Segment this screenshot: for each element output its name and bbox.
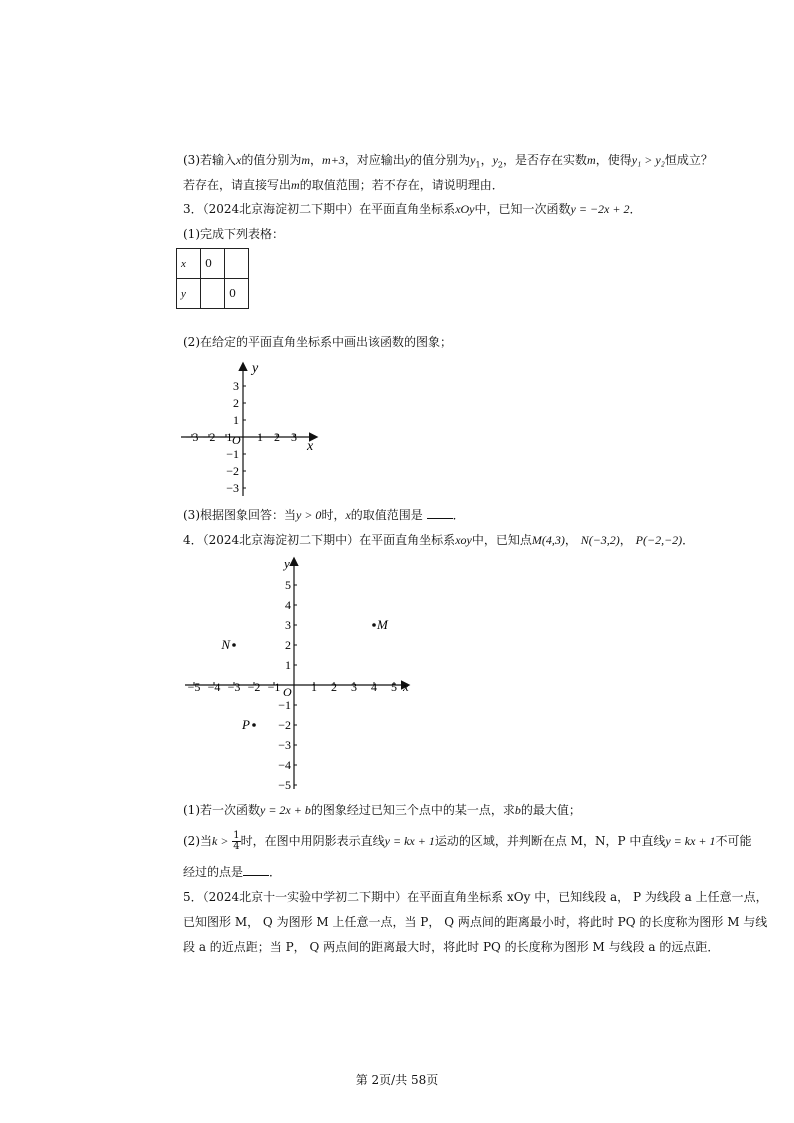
q2-part3-line1: (3)若输入x的值分别为m，m+3，对应输出y的值分别为$y_1$，$y_2$，是否存在实数m，使得y₁ > y₂恒成立？ [183, 153, 713, 170]
point-p-dot [252, 723, 256, 727]
table-cell: y [177, 279, 201, 309]
x-tick-label: 3 [351, 680, 357, 694]
x-tick-label: 3 [291, 430, 297, 444]
q4-part2-line1: (2)当k > $\frac{1}{4}$ 时，在图中用阴影表示直线y = kx + 1运动的区域，并判断在点 M，N，P 中直线y = kx + 1不可能 [183, 830, 752, 852]
q3-part1: (1)完成下列表格： [183, 227, 284, 241]
point-m-label: M [377, 617, 388, 632]
q3-header: 3．（2024北京海淀初二下期中）在平面直角坐标系xOy中，已知一次函数y = −2x + 2． [183, 202, 642, 216]
fraction: $\frac{1}{4}$ [233, 830, 240, 852]
y-tick-label: −1 [226, 447, 239, 461]
y-tick-label: 1 [285, 658, 291, 672]
q5-line1: 5．（2024北京十一实验中学初二下期中）在平面直角坐标系 xOy 中，已知线段 a， P 为线段 a 上任意一点， [183, 890, 768, 904]
table-row [177, 279, 249, 309]
q4-part1: (1)若一次函数y = 2x + b的图象经过已知三个点中的某一点，求b的最大值； [183, 803, 581, 817]
y-tick-label: 5 [285, 578, 291, 592]
table-cell: x [177, 249, 201, 279]
table-row [177, 249, 249, 279]
x-tick-label: 1 [311, 680, 317, 694]
x-tick-label: 2 [274, 430, 280, 444]
y-tick-label: 2 [233, 396, 239, 410]
x-axis-label: x [403, 679, 409, 694]
q3-value-table [176, 248, 249, 309]
x-tick-label: −4 [207, 680, 221, 694]
y-tick-label: 2 [285, 638, 291, 652]
table-cell: 0 [225, 279, 249, 309]
point-n-dot [232, 643, 236, 647]
point-n-label: N [221, 637, 230, 652]
y-tick-label: −5 [278, 778, 291, 792]
x-tick-label: −1 [219, 430, 233, 444]
y-tick-label: −2 [226, 464, 239, 478]
q4-part2-line2: 经过的点是 ． [183, 865, 282, 879]
y-tick-label: 4 [285, 598, 291, 612]
y-axis-label: y [252, 361, 259, 376]
y-tick-label: 3 [285, 618, 291, 632]
point-m-dot [372, 623, 376, 627]
q3-part3: (3)根据图象回答：当y > 0时，x的取值范围是 ． [183, 508, 465, 522]
q3-coordinate-plane [176, 356, 326, 498]
q2-part3-line2: 若存在，请直接写出m的取值范围；若不存在，请说明理由． [183, 178, 504, 192]
answer-blank[interactable] [427, 508, 453, 519]
x-tick-label: 4 [371, 680, 377, 694]
y-tick-label: 1 [233, 413, 239, 427]
table-cell [225, 249, 249, 279]
q4-header: 4．（2024北京海淀初二下期中）在平面直角坐标系xoy中，已知点M(4,3)， N(−3,2)， P(−2,−2)． [183, 533, 695, 547]
x-tick-label: −5 [187, 680, 201, 694]
x-tick-label: 2 [331, 680, 337, 694]
point-p-label: P [242, 717, 250, 732]
x-tick-label: 1 [257, 430, 263, 444]
q5-line3: 段 a 的近点距；当 P， Q 两点间的距离最大时，将此时 PQ 的长度称为图形 M 与线段 a 的远点距． [183, 940, 720, 954]
table-cell: 0 [201, 249, 225, 279]
y-tick-label: −4 [278, 758, 291, 772]
x-tick-label: −2 [247, 680, 261, 694]
q3-part2: (2)在给定的平面直角坐标系中画出该函数的图象； [183, 335, 452, 349]
x-tick-label: −3 [227, 680, 241, 694]
table-cell [201, 279, 225, 309]
x-tick-label: 5 [391, 680, 397, 694]
origin-label: O [232, 433, 241, 447]
q4-coordinate-plane [180, 553, 415, 793]
x-tick-label: −2 [202, 430, 216, 444]
y-axis-label: y [284, 556, 290, 571]
x-axis-label: x [307, 439, 314, 454]
page-footer: 第 2页/共 58页 [355, 1073, 439, 1087]
x-tick-label: −3 [185, 430, 199, 444]
x-tick-label: −1 [267, 680, 281, 694]
y-tick-label: −3 [278, 738, 291, 752]
y-tick-label: −1 [278, 698, 291, 712]
y-tick-label: −2 [278, 718, 291, 732]
y-tick-label: −3 [226, 481, 239, 495]
answer-blank[interactable] [243, 865, 269, 876]
y-tick-label: 3 [233, 379, 239, 393]
origin-label: O [283, 685, 292, 699]
q5-line2: 已知图形 M， Q 为图形 M 上任意一点，当 P， Q 两点间的距离最小时，将此时 PQ 的长度称为图形 M 与线 [183, 915, 768, 929]
